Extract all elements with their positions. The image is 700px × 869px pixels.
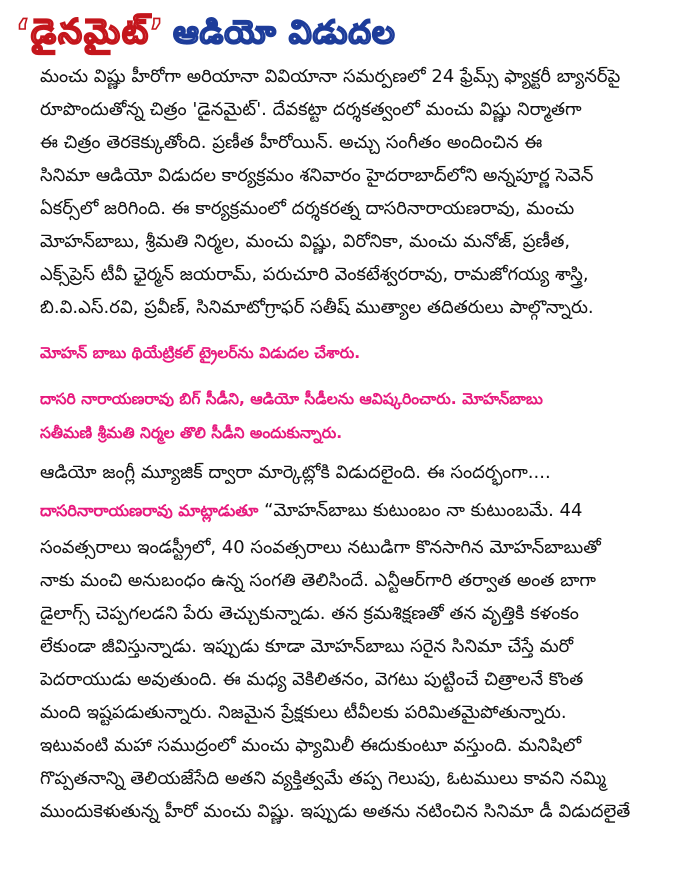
text-line: మోహన్‌బాబు, శ్రీమతి నిర్మల, మంచు విష్ణు, విరోనికా, మంచు మనోజ్, ప్రణీత, <box>40 231 571 252</box>
text-line: సంవత్సరాలు ఇండస్ట్రీలో, 40 సంవత్సరాలు నటుడిగా కొనసాగిన మోహన్‌బాబుతో <box>40 537 601 558</box>
highlight-trailer-release: మోహన్ బాబు థియేట్రికల్ ట్రైలర్‌ను విడుదల చేశారు. <box>40 344 361 362</box>
text-line: లేకుండా జీవిస్తున్నాడు. ఇప్పుడు కూడా మోహన్‌బాబు సరైన సినిమా చేస్తే మరో <box>40 636 574 657</box>
text-line: పెదరాయుడు అవుతుంది. ఈ మధ్య వెకిలితనం, వెగటు పుట్టించే చిత్రాలనే కొంత <box>40 669 584 690</box>
highlight-line: దాసరి నారాయణరావు బిగ్ సీడీని, ఆడియో సీడీలను ఆవిష్కరించారు. మోహన్‌బాబు <box>40 390 543 408</box>
text-line: రూపొందుతోన్న చిత్రం 'డైనమైట్'. దేవకట్టా దర్శకత్వంలో మంచు విష్ణు నిర్మాతగా <box>40 99 582 120</box>
text-line: నాకు మంచి అనుబంధం ఉన్న సంగతి తెలిసిందే. ఎన్టీఆర్‌గారి తర్వాత అంత బాగా <box>40 570 596 591</box>
text-line: బి.వి.ఎస్.రవి, ప్రవీణ్, సినిమాటోగ్రాఫర్ సతీష్ ముత్యాల తదితరులు పాల్గొన్నారు. <box>40 297 594 318</box>
article-title <box>16 12 396 60</box>
text-line: ఈ చిత్రం తెరకెక్కుతోంది. ప్రణీత హీరోయిన్. అచ్చు సంగీతం అందించిన ఈ <box>40 132 543 153</box>
text-line: ముందుకెళుతున్న హీరో మంచు విష్ణు. ఇప్పుడు అతను నటించిన సినిమా డీ విడుదలైతే <box>40 801 631 822</box>
text-line: ఇటువంటి మహా సముద్రంలో మంచు ఫ్యామిలీ ఈదుకుంటూ వస్తుంది. మనిషిలో <box>40 735 582 756</box>
text-line: ఎక్స్‌ప్రెస్ టీవీ ఛైర్మన్ జయరామ్, పరుచూరి వెంకటేశ్వరరావు, రామజోగయ్య శాస్త్రి, <box>40 264 589 285</box>
title-movie-name: ‘డైనమైట్’ <box>16 12 166 52</box>
speech-text: “మోహన్‌బాబు కుటుంబం నా కుటుంబమే. 44 <box>258 500 583 521</box>
text-line: సినిమా ఆడియో విడుదల కార్యక్రమం శనివారం హైదరాబాద్‌లోని అన్నపూర్ణ సెవెన్ <box>40 165 594 186</box>
speaker-lead: దాసరినారాయణరావు మాట్లాడుతూ <box>40 501 259 520</box>
text-line: మంచు విష్ణు హీరోగా అరియానా వివియానా సమర్పణలో 24 ఫ్రేమ్స్ ఫ్యాక్టరీ బ్యానర్‌పై <box>40 66 621 87</box>
speech-first-line <box>40 496 680 526</box>
text-line: డైలాగ్స్ చెప్పగలడని పేరు తెచ్చుకున్నాడు. తన క్రమశిక్షణతో తన వృత్తికి కళంకం <box>40 603 579 624</box>
title-audio-release: ఆడియో విడుదల <box>173 13 396 51</box>
highlight-line: సతీమణి శ్రీమతి నిర్మల తొలి సీడీని అందుకున్నారు. <box>40 424 343 442</box>
text-line: గొప్పతనాన్ని తెలియజేసేది అతని వ్యక్తిత్వమే తప్ప గెలుపు, ఓటములు కావని నమ్మి <box>40 768 606 789</box>
release-line: ఆడియో జంగ్లీ మ్యూజిక్ ద్వారా మార్కెట్లోకి విడుదలైంది. ఈ సందర్భంగా.... <box>40 462 551 483</box>
text-line: మంది ఇష్టపడుతున్నారు. నిజమైన ప్రేక్షకులు టీవీలకు పరిమితమైపోతున్నారు. <box>40 702 567 723</box>
text-line: ఏకర్స్‌లో జరిగింది. ఈ కార్యక్రమంలో దర్శకరత్న దాసరినారాయణరావు, మంచు <box>40 198 575 219</box>
